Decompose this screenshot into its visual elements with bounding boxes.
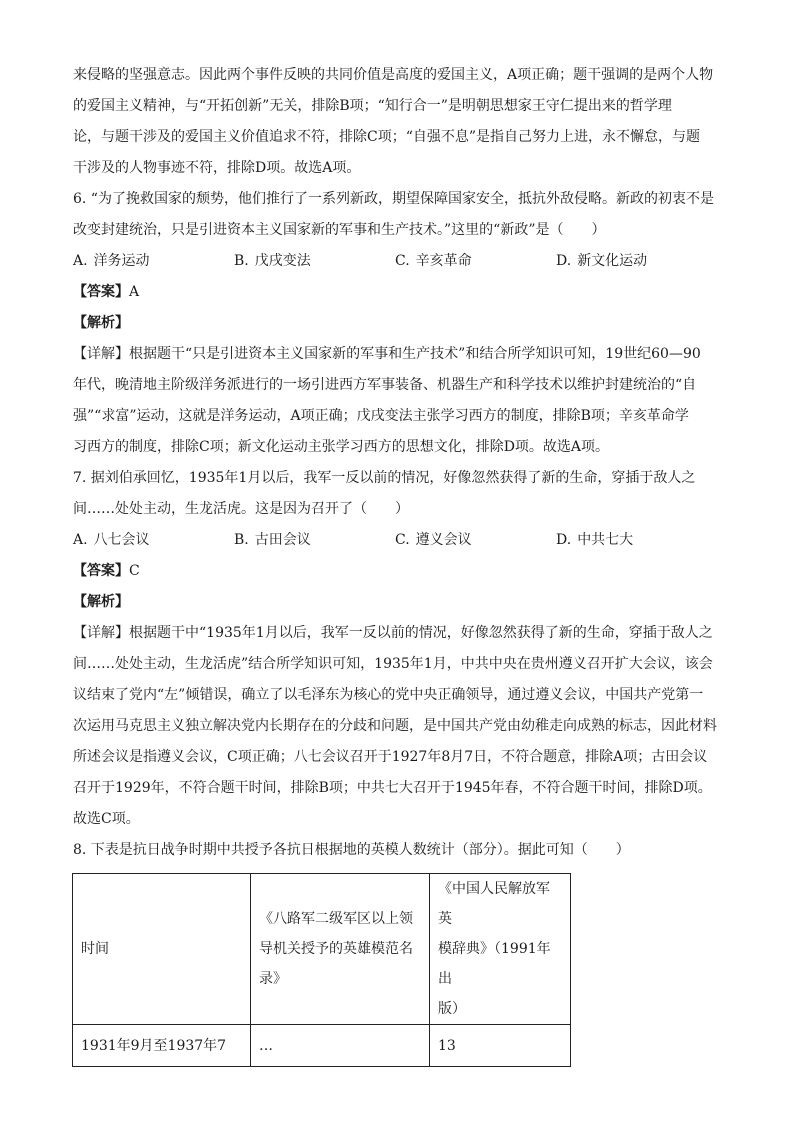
answer-tag: 【答案】 (73, 284, 129, 300)
option-d: D. 中共七大 (556, 532, 634, 548)
text-line: 的爱国主义精神，与“开拓创新”无关，排除B项；“知行合一”是明朝思想家王守仁提出来的哲学理 (73, 98, 672, 114)
question-stem: 6. “为了挽救国家的颓势，他们推行了一系列新政，期望保障国家安全，抵抗外敌侵略。新政的初衷不是 (73, 191, 714, 207)
analysis-line (73, 587, 723, 618)
analysis-tag: 【解析】 (73, 594, 129, 610)
option-a: A. 洋务运动 (73, 253, 150, 269)
detail-line: 间……处处主动，生龙活虎”结合所学知识可知，1935年1月，中共中央在贵州遵义召开扩大会议，该会 (73, 656, 713, 672)
table-row (73, 1025, 571, 1067)
options-row (73, 525, 723, 556)
detail-line: 年代，晚清地主阶级洋务派进行的一场引进西方军事装备、机器生产和科学技术以维护封建统治的“自 (73, 377, 697, 393)
cell-time: 1931年9月至1937年7 (73, 1025, 251, 1067)
option-d: D. 新文化运动 (556, 253, 648, 269)
detail-line: 强”“求富”运动，这就是洋务运动，A项正确；戊戌变法主张学习西方的制度，排除B项；辛亥革命学 (73, 408, 689, 424)
question-stem: 改变封建统治，只是引进资本主义国家新的军事和生产技术。”这里的“新政”是（ ） (73, 222, 606, 238)
analysis-line (73, 308, 723, 339)
detail-line: 次运用马克思主义独立解决党内长期存在的分歧和问题，是中国共产党由幼稚走向成熟的标志，因此材料 (73, 718, 717, 734)
cell-col2: … (251, 1025, 430, 1067)
answer-tag: 【答案】 (73, 563, 129, 579)
answer-value: A (129, 284, 140, 300)
detail-line: 故选C项。 (73, 811, 140, 827)
question-6 (73, 184, 723, 463)
header-pla-dictionary: 《中国人民解放军英 模辞典》（1991年出 版） (430, 874, 571, 1025)
question-stem: 8. 下表是抗日战争时期中共授予各抗日根据地的英模人数统计（部分）。据此可知（ ） (73, 842, 630, 858)
detail-line: 议结束了党内“左”倾错误，确立了以毛泽东为核心的党中央正确领导，通过遵义会议，中国共产党第一 (73, 687, 704, 703)
detail-line: 所述会议是指遵义会议，C项正确；八七会议召开于1927年8月7日，不符合题意，排除A项；古田会议 (73, 749, 708, 765)
answer-line (73, 277, 723, 308)
option-c: C. 遵义会议 (395, 532, 472, 548)
header-time: 时间 (73, 874, 251, 1025)
option-a: A. 八七会议 (73, 532, 150, 548)
detail-line: 召开于1929年，不符合题干时间，排除B项；中共七大召开于1945年春，不符合题干时间，排除D项。 (73, 780, 712, 796)
question-stem: 间……处处主动，生龙活虎。这是因为召开了（ ） (73, 501, 409, 517)
option-c: C. 辛亥革命 (395, 253, 472, 269)
option-b: B. 古田会议 (234, 532, 311, 548)
question-stem: 7. 据刘伯承回忆，1935年1月以后，我军一反以前的情况，好像忽然获得了新的生命，穿插于敌人之 (73, 470, 696, 486)
detail-line: 习西方的制度，排除C项；新文化运动主张学习西方的思想文化，排除D项。故选A项。 (73, 439, 610, 455)
text-line: 来侵略的坚强意志。因此两个事件反映的共同价值是高度的爱国主义，A项正确；题干强调的是两个人物 (73, 67, 714, 83)
answer-value: C (129, 563, 140, 579)
analysis-tag: 【解析】 (73, 315, 129, 331)
question-8 (73, 835, 723, 866)
option-b: B. 戊戌变法 (234, 253, 311, 269)
text-line: 论，与题干涉及的爱国主义价值追求不符，排除C项；“自强不息”是指自己努力上进，永不懈怠，与题 (73, 129, 701, 145)
table-header-row (73, 874, 571, 1025)
header-eighth-route-army-list: 《八路军二级军区以上领 导机关授予的英雄模范名 录》 (251, 874, 430, 1025)
cell-col3: 13 (430, 1025, 571, 1067)
previous-explanation (73, 60, 723, 184)
answer-line (73, 556, 723, 587)
question-7 (73, 463, 723, 835)
hero-statistics-table (72, 873, 571, 1067)
text-line: 干涉及的人物事迹不符，排除D项。故选A项。 (73, 160, 361, 176)
detail-line: 【详解】根据题干“只是引进资本主义国家新的军事和生产技术”和结合所学知识可知，19世纪60—90 (73, 346, 701, 362)
document-page (73, 60, 723, 866)
options-row (73, 246, 723, 277)
detail-line: 【详解】根据题干中“1935年1月以后，我军一反以前的情况，好像忽然获得了新的生命，穿插于敌人之 (73, 625, 713, 641)
